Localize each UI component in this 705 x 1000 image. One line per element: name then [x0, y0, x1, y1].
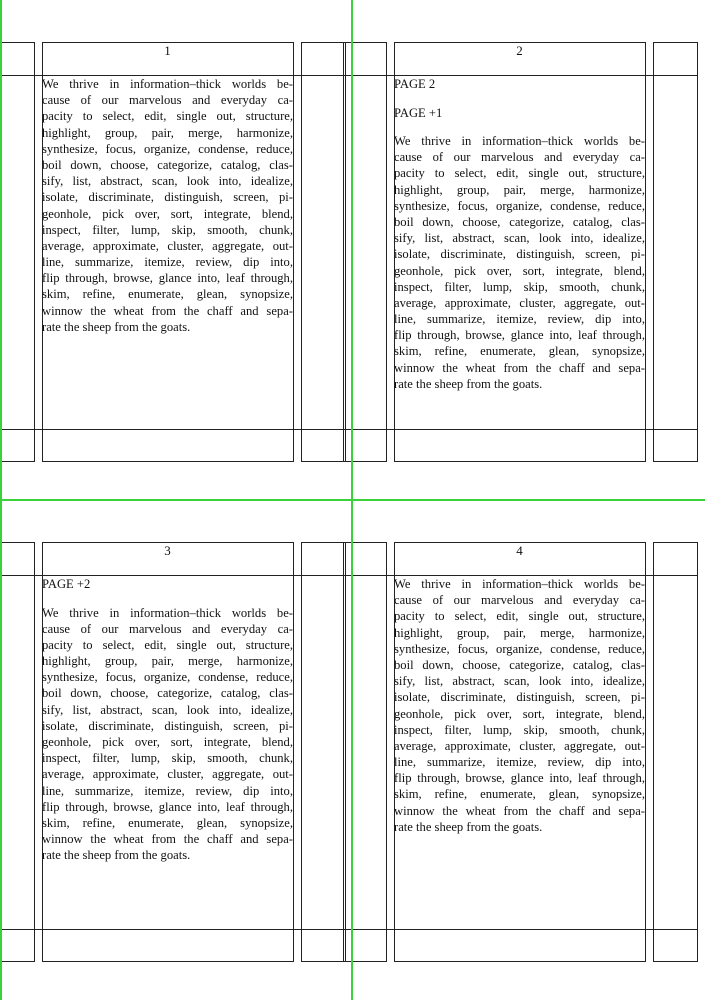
- paragraph-line: line, summarize, itemize, review, dip into,: [42, 255, 293, 270]
- paragraph-line: rate the sheep from the goats.: [42, 319, 191, 334]
- footer-rule: [0, 429, 346, 430]
- paragraph-line: isolate, discriminate, distinguish, screen, pi-: [394, 690, 645, 705]
- paragraph-line: average, approximate, cluster, aggregate, out-: [394, 295, 645, 310]
- page-heading: PAGE +2: [42, 577, 91, 591]
- paragraph-line: synthesize, focus, organize, condense, reduce,: [42, 141, 293, 156]
- paragraph-line: flip through, browse, glance into, leaf through,: [42, 799, 293, 814]
- marginpar-frame: [301, 542, 346, 962]
- marginpar-frame: [653, 542, 698, 962]
- footer-rule: [343, 929, 698, 930]
- paragraph-line: flip through, browse, glance into, leaf through,: [394, 328, 645, 343]
- page-body: [394, 76, 645, 392]
- paragraph-line: highlight, group, pair, merge, harmonize,: [394, 625, 645, 640]
- left-margin-frame: [343, 42, 387, 462]
- paragraph-line: skim, refine, enumerate, glean, synopsize,: [394, 344, 645, 359]
- paragraph-line: isolate, discriminate, distinguish, screen, pi-: [42, 718, 293, 733]
- paragraph-line: highlight, group, pair, merge, harmonize,: [394, 182, 645, 197]
- paragraph-line: flip through, browse, glance into, leaf through,: [42, 271, 293, 286]
- paragraph-line: cause of our marvelous and everyday ca-: [394, 150, 645, 165]
- paragraph-line: boil down, choose, categorize, catalog, clas-: [394, 657, 645, 672]
- page-number: 4: [516, 543, 523, 558]
- paragraph-line: winnow the wheat from the chaff and sepa-: [42, 832, 293, 847]
- paragraph-line: geonhole, pick over, sort, integrate, blend,: [42, 735, 293, 749]
- paragraph-line: geonhole, pick over, sort, integrate, blend,: [394, 706, 645, 721]
- page-body: [394, 576, 645, 835]
- paragraph-line: skim, refine, enumerate, glean, synopsize,: [42, 815, 293, 830]
- paragraph-line: cause of our marvelous and everyday ca-: [42, 621, 293, 636]
- paragraph-line: pacity to select, edit, single out, structure,: [394, 166, 645, 181]
- paragraph-line: sify, list, abstract, scan, look into, idealize,: [394, 674, 645, 689]
- paragraph-line: inspect, filter, lump, skip, smooth, chunk,: [42, 222, 293, 237]
- paragraph-line: winnow the wheat from the chaff and sepa-: [394, 360, 645, 375]
- paragraph-line: skim, refine, enumerate, glean, synopsize,: [42, 287, 293, 302]
- marginpar-frame: [653, 42, 698, 462]
- page-heading: PAGE 2: [394, 77, 436, 91]
- paragraph-line: isolate, discriminate, distinguish, screen, pi-: [394, 247, 645, 262]
- paragraph-line: synthesize, focus, organize, condense, reduce,: [42, 670, 293, 685]
- paragraph-line: synthesize, focus, organize, condense, reduce,: [394, 198, 645, 213]
- paragraph-line: winnow the wheat from the chaff and sepa-: [42, 303, 293, 318]
- paragraph-line: highlight, group, pair, merge, harmonize,: [42, 654, 293, 669]
- paragraph-line: isolate, discriminate, distinguish, screen, pi-: [42, 190, 293, 205]
- paragraph-line: rate the sheep from the goats.: [394, 376, 543, 391]
- page-heading: PAGE +1: [394, 105, 443, 120]
- paragraph-line: line, summarize, itemize, review, dip into,: [394, 755, 645, 770]
- paragraph-line: boil down, choose, categorize, catalog, clas-: [42, 157, 293, 172]
- page-number: 2: [516, 43, 523, 58]
- marginpar-frame: [301, 42, 346, 462]
- paragraph-line: pacity to select, edit, single out, structure,: [394, 609, 645, 624]
- paragraph-line: average, approximate, cluster, aggregate, out-: [394, 738, 645, 753]
- paragraph-line: pacity to select, edit, single out, structure,: [42, 637, 293, 652]
- left-margin-frame: [343, 542, 387, 962]
- paragraph-line: flip through, browse, glance into, leaf through,: [394, 771, 645, 786]
- paragraph-line: rate the sheep from the goats.: [42, 848, 191, 863]
- paragraph-line: cause of our marvelous and everyday ca-: [394, 593, 645, 608]
- paragraph-line: inspect, filter, lump, skip, smooth, chunk,: [42, 751, 293, 766]
- paragraph-line: geonhole, pick over, sort, integrate, blend,: [394, 263, 645, 278]
- paragraph-line: geonhole, pick over, sort, integrate, blend,: [42, 206, 293, 221]
- footer-rule: [0, 929, 346, 930]
- paragraph-line: sify, list, abstract, scan, look into, idealize,: [394, 231, 645, 246]
- paragraph-line: skim, refine, enumerate, glean, synopsize,: [394, 787, 645, 802]
- paragraph-line: pacity to select, edit, single out, structure,: [42, 109, 293, 124]
- paragraph-line: sify, list, abstract, scan, look into, idealize,: [42, 174, 293, 189]
- paragraph-line: winnow the wheat from the chaff and sepa-: [394, 803, 645, 818]
- paragraph-line: inspect, filter, lump, skip, smooth, chunk,: [394, 722, 645, 737]
- page-body: [42, 76, 293, 335]
- paragraph-line: highlight, group, pair, merge, harmonize,: [42, 125, 293, 140]
- page-number: 3: [164, 543, 171, 558]
- paragraph-line: boil down, choose, categorize, catalog, clas-: [42, 686, 293, 701]
- paragraph-line: synthesize, focus, organize, condense, reduce,: [394, 641, 645, 656]
- paragraph-line: inspect, filter, lump, skip, smooth, chunk,: [394, 279, 645, 294]
- paragraph-line: cause of our marvelous and everyday ca-: [42, 93, 293, 108]
- page-number: 1: [164, 43, 171, 58]
- paragraph-line: boil down, choose, categorize, catalog, clas-: [394, 214, 645, 229]
- paragraph-line: line, summarize, itemize, review, dip into,: [42, 783, 293, 798]
- paragraph-line: rate the sheep from the goats.: [394, 819, 543, 834]
- left-margin-frame: [0, 42, 35, 462]
- paragraph-line: We thrive in information–thick worlds be-: [42, 77, 293, 91]
- paragraph-line: sify, list, abstract, scan, look into, idealize,: [42, 702, 293, 717]
- paragraph-line: We thrive in information–thick worlds be-: [42, 605, 293, 620]
- paragraph-line: average, approximate, cluster, aggregate, out-: [42, 767, 293, 782]
- page-body: [42, 576, 293, 864]
- left-margin-frame: [0, 542, 35, 962]
- paragraph-line: line, summarize, itemize, review, dip into,: [394, 312, 645, 327]
- paragraph-line: We thrive in information–thick worlds be-: [394, 577, 645, 591]
- paragraph-line: We thrive in information–thick worlds be-: [394, 134, 645, 148]
- page-boundary-horizontal: [0, 499, 705, 501]
- paragraph-line: average, approximate, cluster, aggregate, out-: [42, 238, 293, 253]
- footer-rule: [343, 429, 698, 430]
